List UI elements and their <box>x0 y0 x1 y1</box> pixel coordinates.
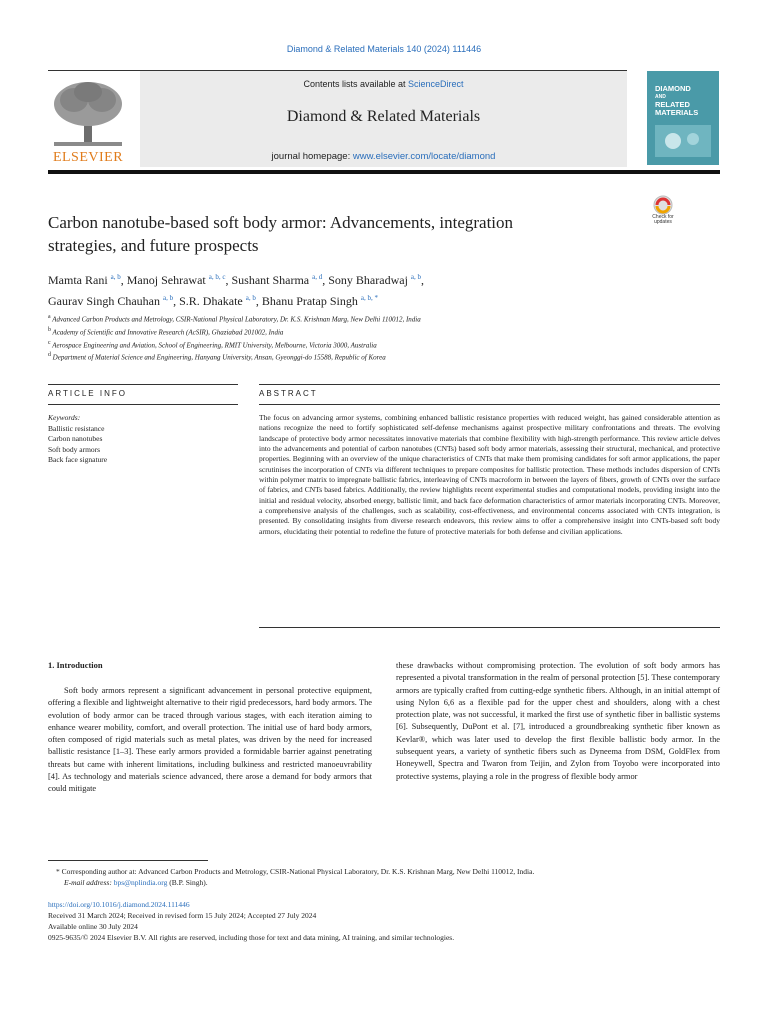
journal-title: Diamond & Related Materials <box>286 108 481 125</box>
author[interactable]: Sony Bharadwaj $^{a, b}$ <box>328 273 422 287</box>
abstract-heading: ABSTRACT <box>259 389 318 398</box>
affiliation: $^b$ Academy of Scientific and Innovative Research (AcSIR), Ghaziabad 201002, India <box>48 326 284 337</box>
abstract-rule <box>259 404 720 405</box>
title-line: strategies, and future prospects <box>48 236 259 255</box>
contents-prefix: Contents lists available at <box>303 79 409 89</box>
homepage-prefix: journal homepage: <box>271 151 353 162</box>
journal-cover-thumbnail[interactable] <box>647 71 719 165</box>
abstract-bottom-rule <box>259 627 720 628</box>
affiliation: $^d$ Department of Material Science and Engineering, Hanyang University, Ansan, Gyeonggi-do 15588, Republic of Korea <box>48 352 386 362</box>
author[interactable]: Sushant Sharma $^{a, d}$ <box>231 273 323 287</box>
check-updates-label: Check for updates <box>652 214 674 225</box>
copyright: 0925-9635/© 2024 Elsevier B.V. All rights are reserved, including those for text and data mining, AI training, and similar technologies. <box>48 933 455 942</box>
author-line: Gaurav Singh Chauhan $^{a, b}$, S.R. Dhakate $^{a, b}$, Bhanu Pratap Singh $^{a, b, *}$ <box>48 294 378 308</box>
email-link[interactable]: bps@nplindia.org <box>113 878 168 887</box>
keyword: Soft body armors <box>48 444 101 454</box>
article-info-top-rule <box>48 384 238 385</box>
keyword: Ballistic resistance <box>48 423 105 433</box>
homepage-link[interactable]: www.elsevier.com/locate/diamond <box>352 151 496 162</box>
section-heading-introduction: 1. Introduction <box>48 660 103 670</box>
received-dates: Received 31 March 2024; Received in revised form 15 July 2024; Accepted 27 July 2024 <box>48 911 317 920</box>
online-date: Available online 30 July 2024 <box>48 922 138 931</box>
author[interactable]: Mamta Rani $^{a, b}$ <box>48 273 121 287</box>
email-suffix: (B.P. Singh). <box>167 878 208 887</box>
publisher-logo-text: ELSEVIER <box>52 150 124 165</box>
title-line: Carbon nanotube-based soft body armor: Advancements, integration <box>48 213 514 232</box>
author[interactable]: Bhanu Pratap Singh $^{a, b, *}$ <box>261 294 378 308</box>
author-list <box>48 268 668 310</box>
cover-art-icon <box>655 125 711 157</box>
article-info-heading: ARTICLE INFO <box>48 389 127 398</box>
cover-line: AND <box>655 94 666 100</box>
abstract-top-rule <box>259 384 720 385</box>
corresponding-author-note <box>48 866 720 888</box>
header-bottom-rule <box>48 170 720 174</box>
cover-title <box>655 85 698 117</box>
abstract-text: The focus on advancing armor systems, combining enhanced ballistic resistance properties with reduced weight, has gained considerable attention as nations recognize the need to fortify sophisticated self-defense mechanisms against prospective military confrontations and threats. The evolving landscape of protective body armor necessitates innovative materials that combine flexibility with high-strength performance. This review article delves into the advancements and potential of carbon nanotubes (CNTs) based soft body armor materials, assessing their structural, mechanical, and protective properties. Beginning with an overview of the unique characteristics of CNTs that make them promising candidates for soft armor applications, the paper scrutinises the incorporation of CNTs via different techniques to prepare composites for ballistic protection. These methods includes dispersion of CNTs within polymer matrix to impregnate ballistic fabrics, interleaving of CNTs macroform in between the layers of fibers, growth of CNTs over the surface of fabrics, and CNTs based fabrics. Additionally, the review highlights recent experimental studies and computational models, providing insight into the initial and residual velocity, absorbed energy, ballistic limit, and back face deformation characteristics of armor materials incorporating CNTs. Moreover, a comprehensive analysis of the challenges, such as scalability, cost-effectiveness, and environmental concerns associated with CNTs integration, is presented. By consolidating insights from diverse research endeavors, this review aims to offer a comprehensive insight into CNTs-based soft body armors, elucidating their potential to redefine the future of protective materials for both defense and civilian applications. <box>259 413 720 536</box>
keywords-block <box>48 413 238 466</box>
cover-line: RELATED <box>655 100 690 109</box>
body-column-right: these drawbacks without compromising protection. The evolution of soft body armors has represented a pivotal transformation in the realm of personal protection [5]. These contemporary armors are typically crafted from cutting-edge synthetic fibers. Although, in an initial attempt of using Nylon 6,6 as a flexible pad for the upper chest and shoulders, along with a chest protection plate, was not successful, it marked the first use of synthetic fiber in ballistic systems [6]. Subsequently, DuPont et al. [7], introduced a groundbreaking synthetic fiber known as Kevlar®, which was later used to develop the first flexible ballistic body armor. In the subsequent years, a variety of synthetic fibers such as Dyneema from DSM, GoldFlex from Honeywell, Spectra and Twaron from Teijin, and Zylon from Toyobo were incorporated into protective systems, playing a role in the progress of flexible body armor <box>396 661 720 781</box>
body-column-left: Soft body armors represent a significant advancement in personal protective equipment, offering a flexible and lightweight alternative to their rigid predecessors, hard body armors. The evolution of body armor can be traced through various stages, with each iteration aiming to enhance wearer mobility, comfort, and overall protection. The initial use of hard body armors, often composed of rigid materials such as metal plates, was driven by the need for increased ballistic resistance [1–3]. These early armors provided a formidable barrier against penetrating threats but came with inherent limitations, including bulkiness and restricted manoeuvrability [4]. As technology and materials science advanced, there arose a demand for body armors that could mitigate <box>48 686 372 794</box>
publication-info <box>48 899 720 943</box>
keyword: Carbon nanotubes <box>48 434 103 443</box>
journal-reference[interactable]: Diamond & Related Materials 140 (2024) 111446 <box>286 44 482 54</box>
affiliation: $^a$ Advanced Carbon Products and Metrology, CSIR-National Physical Laboratory, Dr. K.S. Krishnan Marg, New Delhi 110012, India <box>48 314 421 324</box>
contents-availability <box>140 79 627 89</box>
email-line <box>48 877 720 888</box>
sciencedirect-link[interactable]: ScienceDirect <box>408 79 464 89</box>
cover-line: MATERIALS <box>655 108 699 117</box>
affiliation: $^c$ Aerospace Engineering and Aviation, School of Engineering, RMIT University, Melbourne, Victoria 3000, Australia <box>48 339 377 349</box>
journal-homepage <box>140 151 627 162</box>
article-title <box>48 211 628 257</box>
keywords-label: Keywords: <box>48 413 81 422</box>
article-info-rule <box>48 404 238 405</box>
author-line: Mamta Rani $^{a, b}$, Manoj Sehrawat $^{a, b, c}$, Sushant Sharma $^{a, d}$, Sony Bharadwaj $^{a, b}$, <box>48 273 425 287</box>
affiliations <box>48 312 688 363</box>
author[interactable]: Gaurav Singh Chauhan $^{a, b}$ <box>48 294 174 308</box>
corresponding-author: * Corresponding author at: Advanced Carbon Products and Metrology, CSIR-National Physical Laboratory, Dr. K.S. Krishnan Marg, New Delhi 110012, India. <box>56 867 535 876</box>
author[interactable]: Manoj Sehrawat $^{a, b, c}$ <box>126 273 226 287</box>
footnote-rule <box>48 860 208 861</box>
tree-icon <box>48 78 128 150</box>
cover-line: DIAMOND <box>655 84 691 93</box>
author[interactable]: S.R. Dhakate $^{a, b}$ <box>179 294 256 308</box>
keyword: Back face signature <box>48 455 108 464</box>
doi-link[interactable]: https://doi.org/10.1016/j.diamond.2024.111446 <box>48 900 190 909</box>
email-label: E-mail address: <box>64 878 114 887</box>
